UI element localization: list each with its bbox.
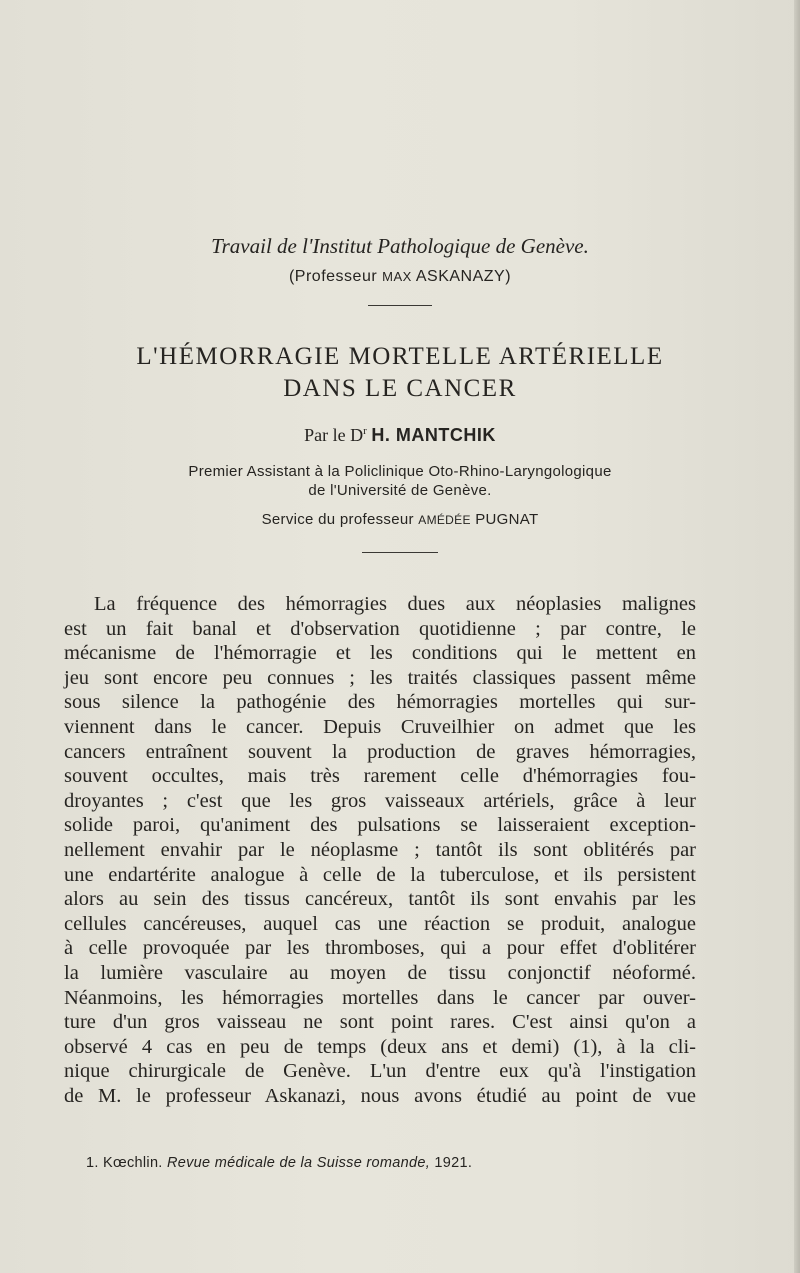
body-line: La fréquence des hémorragies dues aux néoplasies malignes [94, 593, 696, 615]
body-line: de M. le professeur Askanazi, nous avons étudié au point de vue [64, 1084, 696, 1107]
institute-heading: Travail de l'Institut Pathologique de Genève. [211, 234, 589, 258]
article-title-line-1: L'HÉMORRAGIE MORTELLE ARTÉRIELLE [136, 343, 664, 370]
service-prefix: Service du professeur [261, 511, 419, 528]
affiliation-line-2: de l'Université de Genève. [308, 482, 492, 499]
body-line: est un fait banal et d'observation quotidienne ; par contre, le [64, 617, 696, 640]
divider-rule-bottom [362, 552, 438, 553]
body-paragraph [64, 592, 696, 1108]
body-line: une endartérite analogue à celle de la tuberculose, et ils persistent [64, 863, 696, 886]
body-line: nique chirurgicale de Genève. L'un d'entre eux qu'à l'instigation [64, 1060, 696, 1083]
service-last-name: PUGNAT [470, 511, 539, 528]
body-line: la lumière vasculaire au moyen de tissu conjonctif néoformé. [64, 961, 696, 984]
body-line: mécanisme de l'hémorragie et les conditions qui le mettent en [64, 642, 696, 665]
article-title-line-2: DANS LE CANCER [283, 375, 517, 402]
footnote-author: Kœchlin. [98, 1155, 167, 1171]
body-line: souvent occultes, mais très rarement celle d'hémorragies fou- [64, 765, 696, 788]
professor-prefix: (Professeur [288, 268, 383, 285]
body-line: droyantes ; c'est que les gros vaisseaux artériels, grâce à leur [64, 789, 696, 812]
service-first-name: AMÉDÉE [418, 513, 471, 527]
author-title-sup: r [363, 425, 367, 437]
body-line: observé 4 cas en peu de temps (deux ans et demi) (1), à la cli- [64, 1035, 696, 1058]
page-edge [794, 0, 800, 1273]
divider-rule-top [368, 305, 432, 306]
author-prefix: Par le D [304, 425, 364, 445]
footnote-journal: Revue médicale de la Suisse romande, [166, 1155, 431, 1171]
body-line: nellement envahir par le néoplasme ; tantôt ils sont oblitérés par [64, 838, 696, 861]
professor-first-name: MAX [382, 269, 412, 284]
body-line: cellules cancéreuses, auquel cas une réaction se produit, analogue [64, 912, 696, 935]
footnote-number: 1. [86, 1155, 99, 1171]
footnote [86, 1155, 472, 1171]
footnote-year: 1921. [430, 1155, 473, 1171]
body-line: à celle provoquée par les thromboses, qui a pour effet d'oblitérer [64, 937, 696, 960]
body-line: cancers entraînent souvent la production de graves hémorragies, [64, 740, 696, 763]
author-name: H. MANTCHIK [371, 425, 496, 445]
professor-line [0, 268, 800, 286]
body-line: solide paroi, qu'animent des pulsations se laisseraient exception- [64, 814, 696, 837]
body-line: alors au sein des tissus cancéreux, tantôt ils sont envahis par les [64, 888, 696, 911]
body-line: viennent dans le cancer. Depuis Cruveilhier on admet que les [64, 715, 696, 738]
professor-last-name: ASKANAZY) [411, 268, 512, 285]
author-line [0, 425, 800, 446]
body-line: sous silence la pathogénie des hémorragies mortelles qui sur- [64, 691, 696, 714]
body-line: jeu sont encore peu connues ; les traités classiques passent même [64, 666, 696, 689]
affiliation-line-1: Premier Assistant à la Policlinique Oto-Rhino-Laryngologique [188, 463, 612, 480]
body-line: ture d'un gros vaisseau ne sont point rares. C'est ainsi qu'on a [64, 1011, 696, 1034]
service-line [0, 511, 800, 528]
body-line: Néanmoins, les hémorragies mortelles dans le cancer par ouver- [64, 986, 696, 1009]
